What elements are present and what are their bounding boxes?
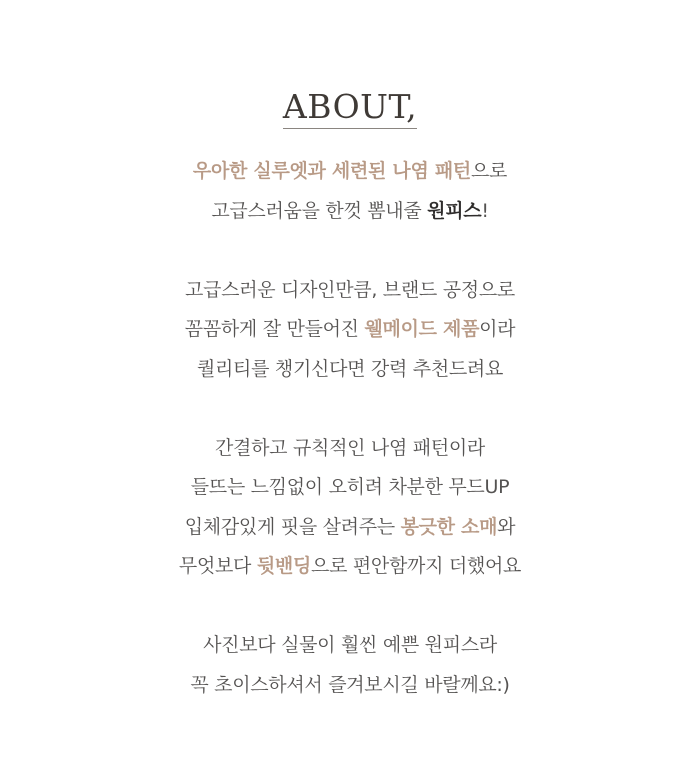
text-segment: 고급스러움을 한껏 뽐내줄: [211, 199, 428, 222]
text-segment: 무엇보다: [178, 555, 257, 577]
text-line: [0, 310, 700, 350]
text-segment: 이라: [479, 318, 516, 340]
text-segment: 으로 편안함까지 더했어요: [311, 555, 522, 577]
text-line: [0, 626, 700, 666]
text-segment: 간결하고 규칙적인 나염 패턴이라: [215, 436, 485, 459]
bold-text: 원피스: [427, 199, 482, 222]
highlight-text: 웰메이드 제품: [364, 318, 480, 340]
text-line: [0, 547, 700, 587]
text-segment: 고급스러운 디자인만큼, 브랜드 공정으로: [185, 278, 515, 301]
text-segment: 으로: [470, 160, 508, 182]
about-heading-wrapper: [0, 88, 700, 129]
blank-line: [0, 389, 700, 429]
highlight-text: 뒷밴딩: [256, 555, 312, 577]
text-segment: 와: [497, 515, 516, 538]
text-segment: 꼭 초이스하셔서 즐겨보시길 바랄께요:): [190, 673, 510, 696]
text-line: [0, 429, 700, 469]
description-text: [0, 152, 700, 705]
blank-line: [0, 587, 700, 627]
blank-line: [0, 231, 700, 271]
text-segment: 입체감있게 핏을 살려주는: [184, 515, 401, 538]
text-line: [0, 271, 700, 311]
text-segment: 들뜨는 느낌없이 오히려 차분한 무드UP: [190, 476, 510, 498]
highlight-text: 봉긋한 소매: [400, 515, 498, 538]
text-line: [0, 192, 700, 232]
text-line: [0, 666, 700, 706]
text-line: [0, 468, 700, 508]
text-line: [0, 350, 700, 390]
highlight-text: 우아한 실루엣과 세련된 나염 패턴: [192, 160, 471, 182]
text-segment: !: [481, 199, 489, 222]
text-segment: 꼼꼼하게 잘 만들어진: [184, 318, 365, 340]
about-heading: ABOUT,: [283, 88, 417, 129]
text-line: [0, 508, 700, 548]
text-segment: 퀄리티를 챙기신다면 강력 추천드려요: [196, 357, 504, 380]
text-segment: 사진보다 실물이 훨씬 예쁜 원피스라: [203, 634, 497, 656]
text-line: [0, 152, 700, 192]
